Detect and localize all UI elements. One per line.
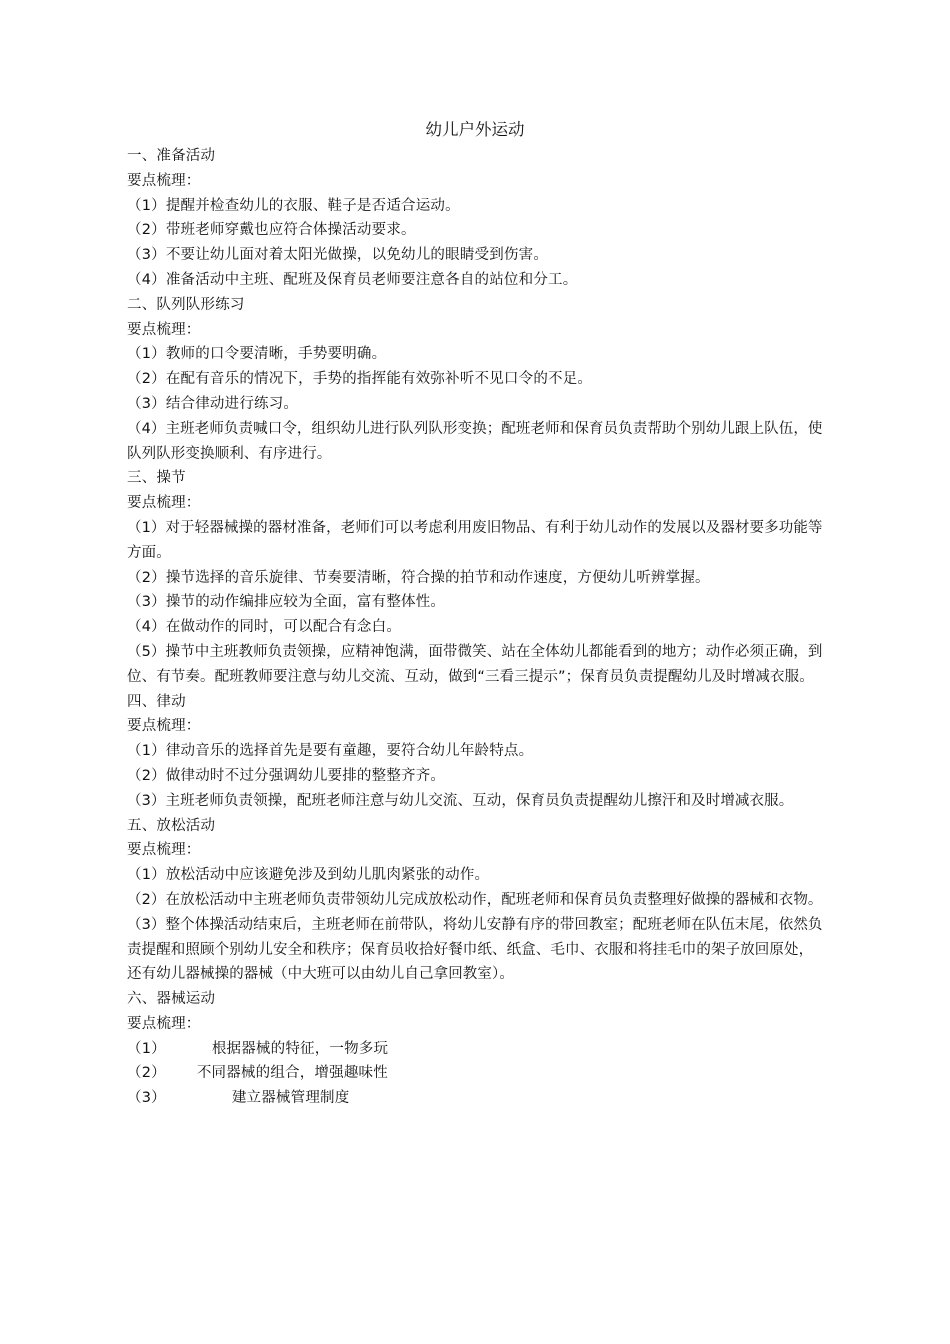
list-item: （1）对于轻器械操的器材准备，老师们可以考虑利用废旧物品、有利于幼儿动作的发展以及器材要多功能等方面。 (127, 519, 823, 561)
numbered-item (127, 1037, 827, 1062)
numbered-item (127, 1086, 827, 1111)
list-item: （1）提醒并检查幼儿的衣服、鞋子是否适合运动。 (127, 197, 460, 214)
list-item: （3）不要让幼儿面对着太阳光做操，以免幼儿的眼睛受到伤害。 (127, 247, 549, 264)
list-item: （4）在做动作的同时，可以配合有念白。 (127, 619, 402, 636)
section-heading: 五、放松活动 (127, 817, 216, 834)
item-text: 不同器械的组合，增强趣味性 (196, 1065, 388, 1082)
list-item: （4）准备活动中主班、配班及保育员老师要注意各自的站位和分工。 (127, 271, 578, 288)
list-item: （3）操节的动作编排应较为全面，富有整体性。 (127, 594, 446, 611)
item-number: （3） (127, 1090, 166, 1107)
list-item: （2）在放松活动中主班老师负责带领幼儿完成放松动作，配班老师和保育员负责整理好做操的器械和衣物。 (127, 891, 823, 908)
section-subheading: 要点梳理： (127, 321, 201, 338)
section-subheading: 要点梳理： (127, 718, 201, 735)
section-subheading: 要点梳理： (127, 1015, 201, 1032)
item-number: （2） (127, 1065, 166, 1082)
item-text: 根据器械的特征，一物多玩 (211, 1040, 389, 1057)
item-number: （1） (127, 1040, 166, 1057)
section-heading: 一、准备活动 (127, 148, 216, 164)
numbered-item (127, 1061, 827, 1086)
list-item: （3）主班老师负责领操，配班老师注意与幼儿交流、互动，保育员负责提醒幼儿擦汗和及时增减衣服。 (127, 792, 794, 809)
section-subheading: 要点梳理： (127, 495, 201, 512)
section-subheading: 要点梳理： (127, 842, 201, 859)
section-subheading: 要点梳理： (127, 172, 201, 189)
list-item: （2）操节选择的音乐旋律、节奏要清晰，符合操的拍节和动作速度，方便幼儿听辨掌握。 (127, 569, 710, 586)
list-item: （1）教师的口令要清晰，手势要明确。 (127, 346, 387, 363)
list-item: （1）律动音乐的选择首先是要有童趣，要符合幼儿年龄特点。 (127, 743, 534, 760)
list-item: （2）带班老师穿戴也应符合体操活动要求。 (127, 222, 416, 239)
list-item: （4）主班老师负责喊口令，组织幼儿进行队列队形变换；配班老师和保育员负责帮助个别幼儿跟上队伍，使队列队形变换顺利、有序进行。 (127, 420, 823, 462)
list-item: （3）结合律动进行练习。 (127, 395, 299, 412)
list-item: （1）放松活动中应该避免涉及到幼儿肌肉紧张的动作。 (127, 867, 490, 884)
section-heading: 三、操节 (127, 470, 186, 487)
item-text: 建立器械管理制度 (231, 1090, 350, 1107)
page-title: 幼儿户外运动 (425, 120, 525, 139)
list-item: （3）整个体操活动结束后，主班老师在前带队，将幼儿安静有序的带回教室；配班老师在队伍末尾，依然负责提醒和照顾个别幼儿安全和秩序；保育员收拾好餐巾纸、纸盒、毛巾、衣服和将挂毛巾的架子放回原处，还有幼儿器械操的器械（中大班可以由幼儿自己拿回教室）。 (127, 916, 823, 983)
list-item: （2）在配有音乐的情况下，手势的指挥能有效弥补听不见口令的不足。 (127, 371, 593, 388)
list-item: （5）操节中主班教师负责领操，应精神饱满，面带微笑、站在全体幼儿都能看到的地方；动作必须正确，到位、有节奏。配班教师要注意与幼儿交流、互动，做到“三看三提示”；保育员负责提醒幼儿及时增减衣服。 (127, 643, 823, 685)
section-heading: 四、律动 (127, 693, 186, 710)
document-body (127, 144, 827, 1111)
list-item: （2）做律动时不过分强调幼儿要排的整整齐齐。 (127, 767, 446, 784)
section-heading: 二、队列队形练习 (127, 296, 245, 313)
section-heading: 六、器械运动 (127, 991, 216, 1008)
